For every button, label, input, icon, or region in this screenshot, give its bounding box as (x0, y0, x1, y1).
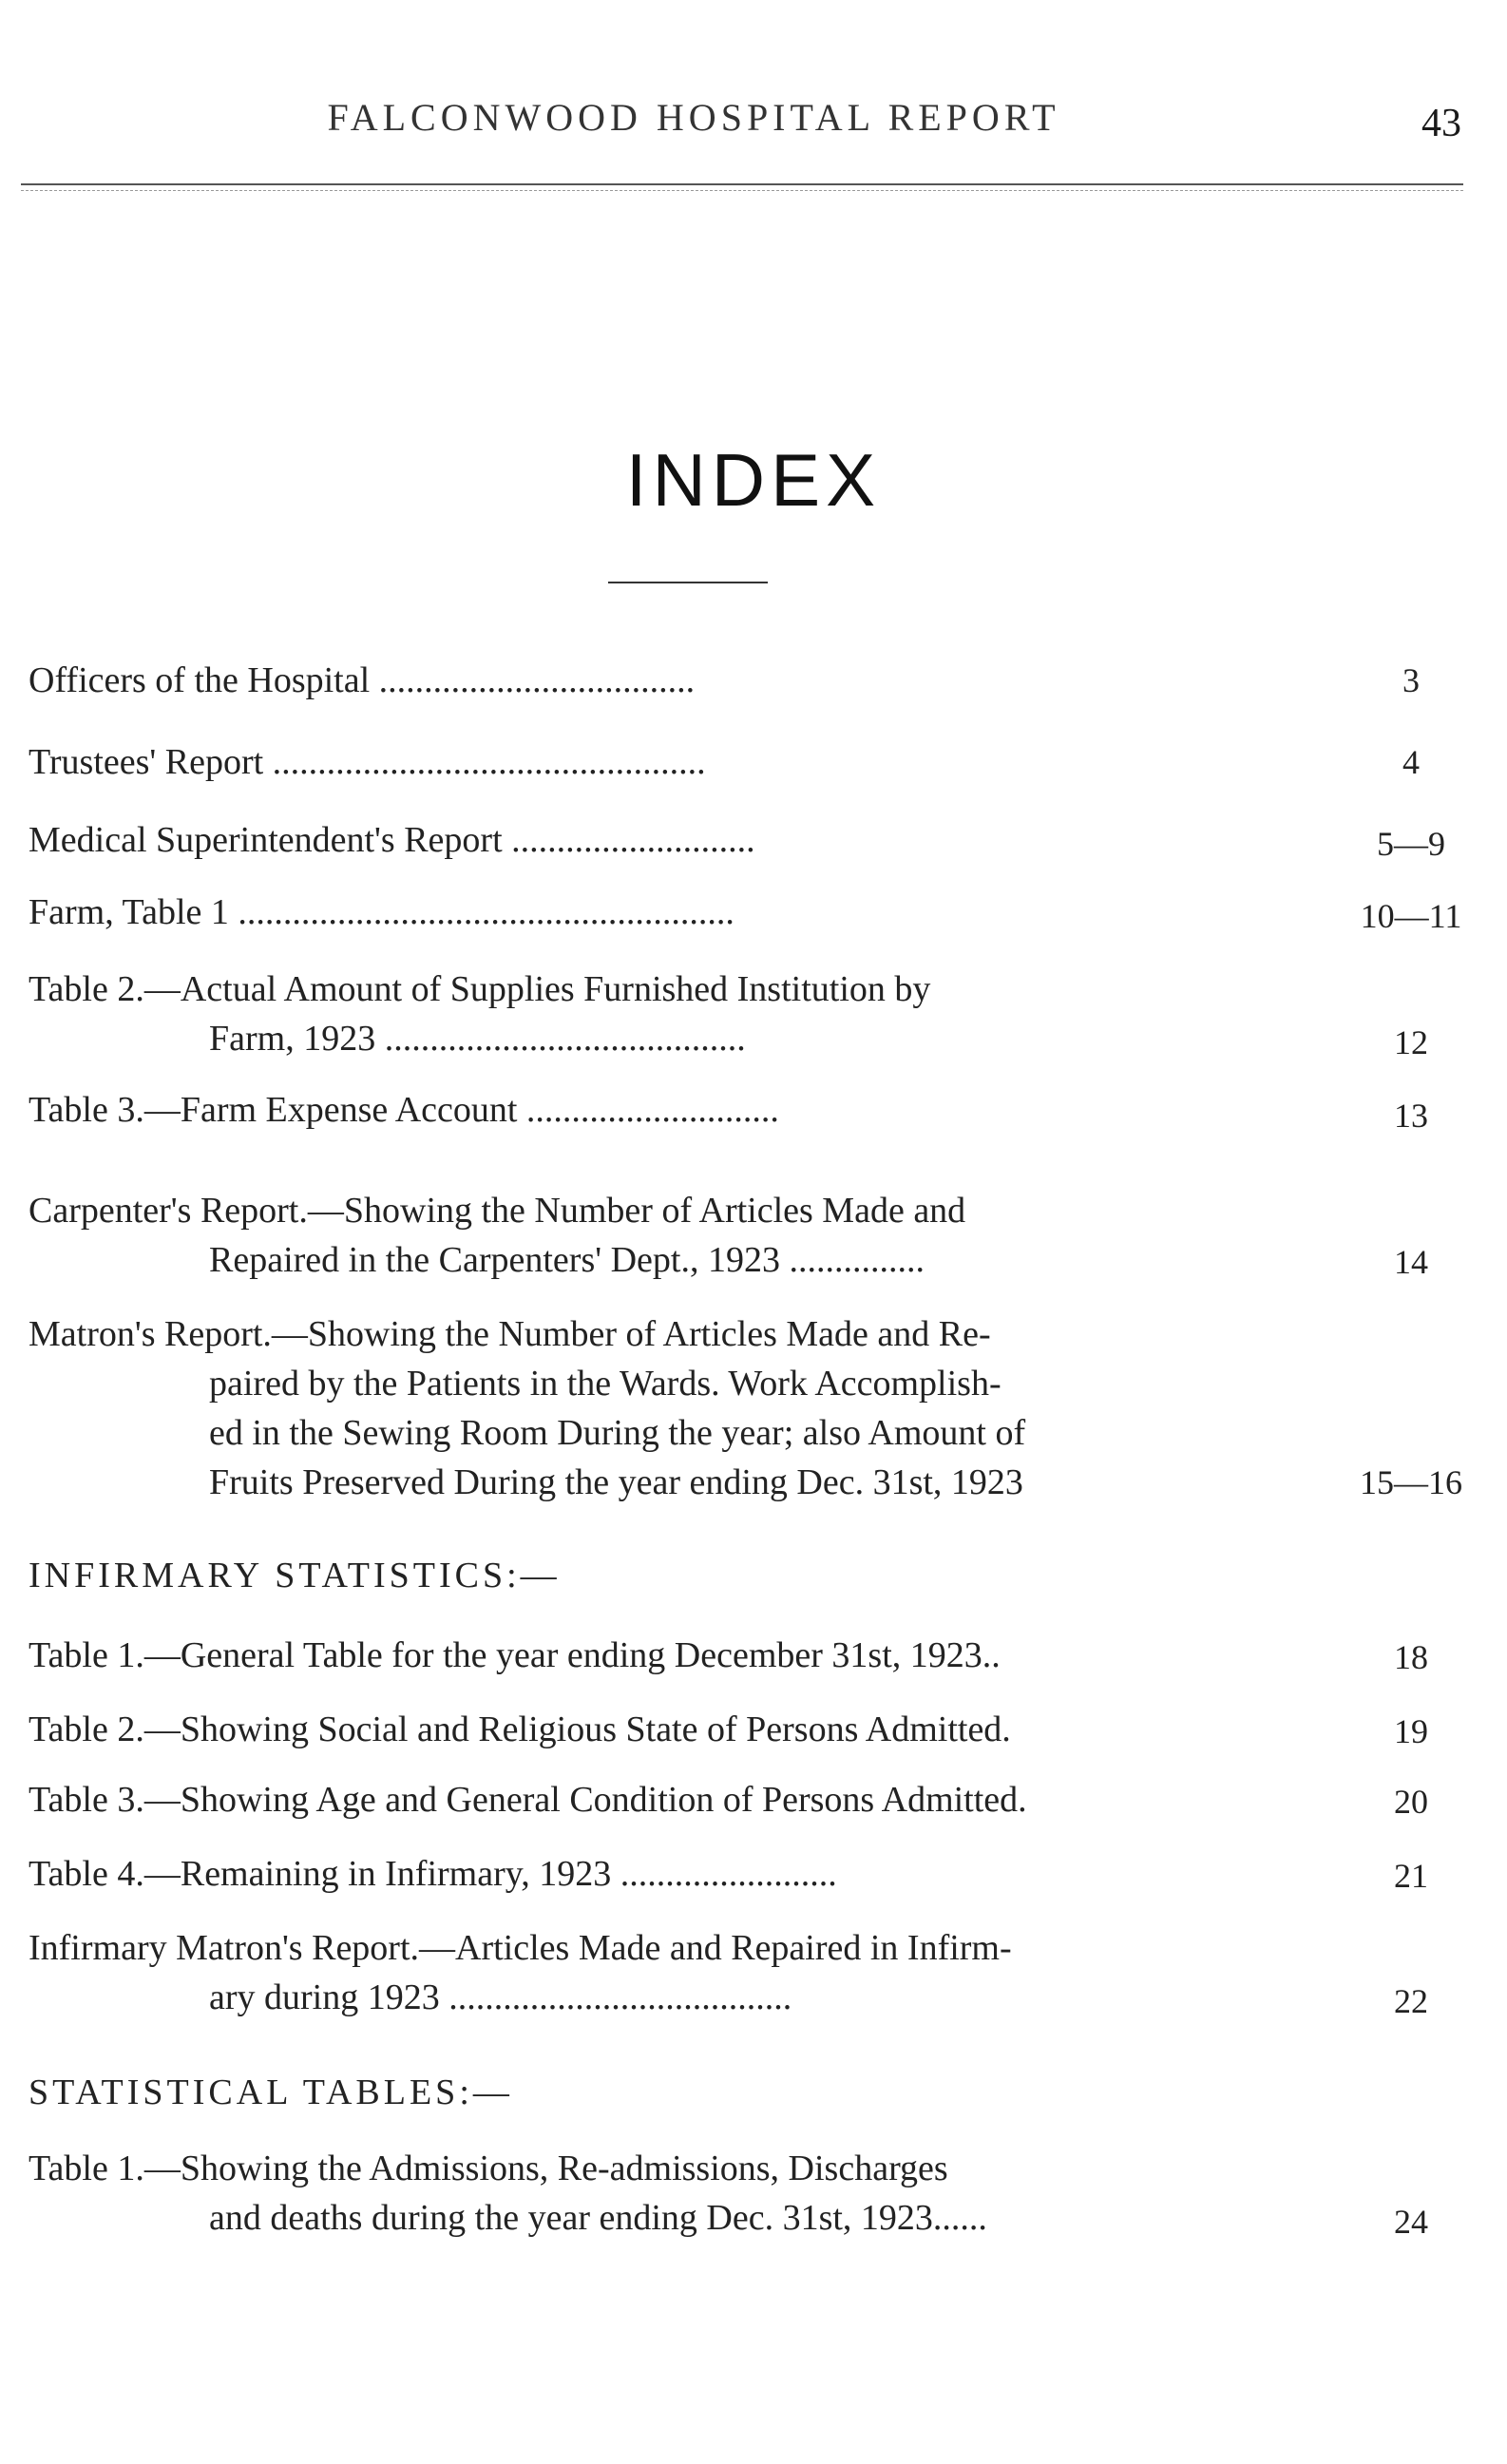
index-entry-medical-superintendent (29, 815, 1482, 865)
section-heading-infirmary: INFIRMARY STATISTICS:— (29, 1556, 561, 1595)
entry-page: 4 (1402, 743, 1420, 781)
entry-page: 18 (1394, 1638, 1428, 1676)
index-entry-table-3 (29, 1085, 1482, 1135)
running-head (0, 95, 1507, 152)
index-entry-infirmary-matrons-report (29, 1923, 1482, 2022)
entry-text: Matron's Report.—Showing the Number of Articles Made and Re- (29, 1314, 991, 1354)
entry-page: 21 (1394, 1857, 1428, 1895)
index-entry-statistical-table-1 (29, 2144, 1482, 2243)
index-entry-infirmary-table-1 (29, 1631, 1482, 1680)
index-entry-officers (29, 656, 1482, 705)
entry-page: 10—11 (1360, 897, 1462, 935)
entry-page: 20 (1394, 1783, 1428, 1821)
entry-page: 13 (1394, 1097, 1428, 1135)
entry-text: Trustees' Report ................................................ (29, 742, 706, 782)
entry-page: 22 (1394, 1982, 1428, 2020)
section-heading-statistical: STATISTICAL TABLES:— (29, 2072, 513, 2112)
entry-text: Officers of the Hospital ................................... (29, 660, 696, 700)
entry-text-continued: Farm, 1923 ........................................ (209, 1019, 746, 1059)
entry-text: Table 1.—General Table for the year ending December 31st, 1923.. (29, 1635, 1001, 1675)
entry-text: Medical Superintendent's Report ........................... (29, 820, 755, 860)
index-entry-trustees (29, 737, 1482, 787)
entry-page: 19 (1394, 1712, 1428, 1750)
entry-text-continued: ary during 1923 ...................................... (209, 1977, 792, 2017)
index-entry-matrons-report (29, 1309, 1482, 1507)
entry-text-continued: and deaths during the year ending Dec. 31st, 1923...... (209, 2198, 987, 2238)
entry-page: 24 (1394, 2203, 1428, 2241)
index-entry-infirmary-table-3 (29, 1775, 1482, 1824)
entry-text: Farm, Table 1 ....................................................... (29, 892, 734, 932)
entry-text: Infirmary Matron's Report.—Articles Made and Repaired in Infirm- (29, 1928, 1012, 1968)
title-rule (608, 582, 768, 583)
running-title: FALCONWOOD HOSPITAL REPORT (327, 96, 1060, 139)
entry-text: Table 4.—Remaining in Infirmary, 1923 ........................ (29, 1854, 837, 1894)
entry-text-continued: paired by the Patients in the Wards. Work Accomplish- (209, 1364, 1001, 1404)
entry-text: Table 1.—Showing the Admissions, Re-admissions, Discharges (29, 2149, 948, 2188)
entry-text: Table 3.—Showing Age and General Condition of Persons Admitted. (29, 1780, 1027, 1820)
entry-page: 5—9 (1377, 825, 1445, 863)
index-title: INDEX (625, 438, 882, 522)
entry-page: 15—16 (1360, 1463, 1462, 1501)
index-entry-table-2 (29, 965, 1482, 1063)
entry-page: 14 (1394, 1243, 1428, 1281)
page-number: 43 (1421, 102, 1461, 145)
index-entry-carpenters-report (29, 1186, 1482, 1285)
entry-text: Table 3.—Farm Expense Account ............................ (29, 1090, 779, 1130)
index-entry-farm-table-1 (29, 888, 1482, 937)
entry-page: 12 (1394, 1023, 1428, 1061)
header-rule-secondary (21, 190, 1463, 191)
index-entry-infirmary-table-4 (29, 1849, 1482, 1899)
entry-text-continued: ed in the Sewing Room During the year; also Amount of (209, 1413, 1026, 1453)
index-entry-infirmary-table-2 (29, 1705, 1482, 1754)
entry-text: Carpenter's Report.—Showing the Number of Articles Made and (29, 1191, 966, 1231)
header-rule (21, 183, 1463, 185)
entry-text-continued: Repaired in the Carpenters' Dept., 1923 ............... (209, 1240, 925, 1280)
entry-text-continued: Fruits Preserved During the year ending Dec. 31st, 1923 (209, 1462, 1023, 1502)
entry-text: Table 2.—Actual Amount of Supplies Furnished Institution by (29, 969, 931, 1009)
entry-page: 3 (1402, 661, 1420, 699)
entry-text: Table 2.—Showing Social and Religious State of Persons Admitted. (29, 1710, 1011, 1749)
